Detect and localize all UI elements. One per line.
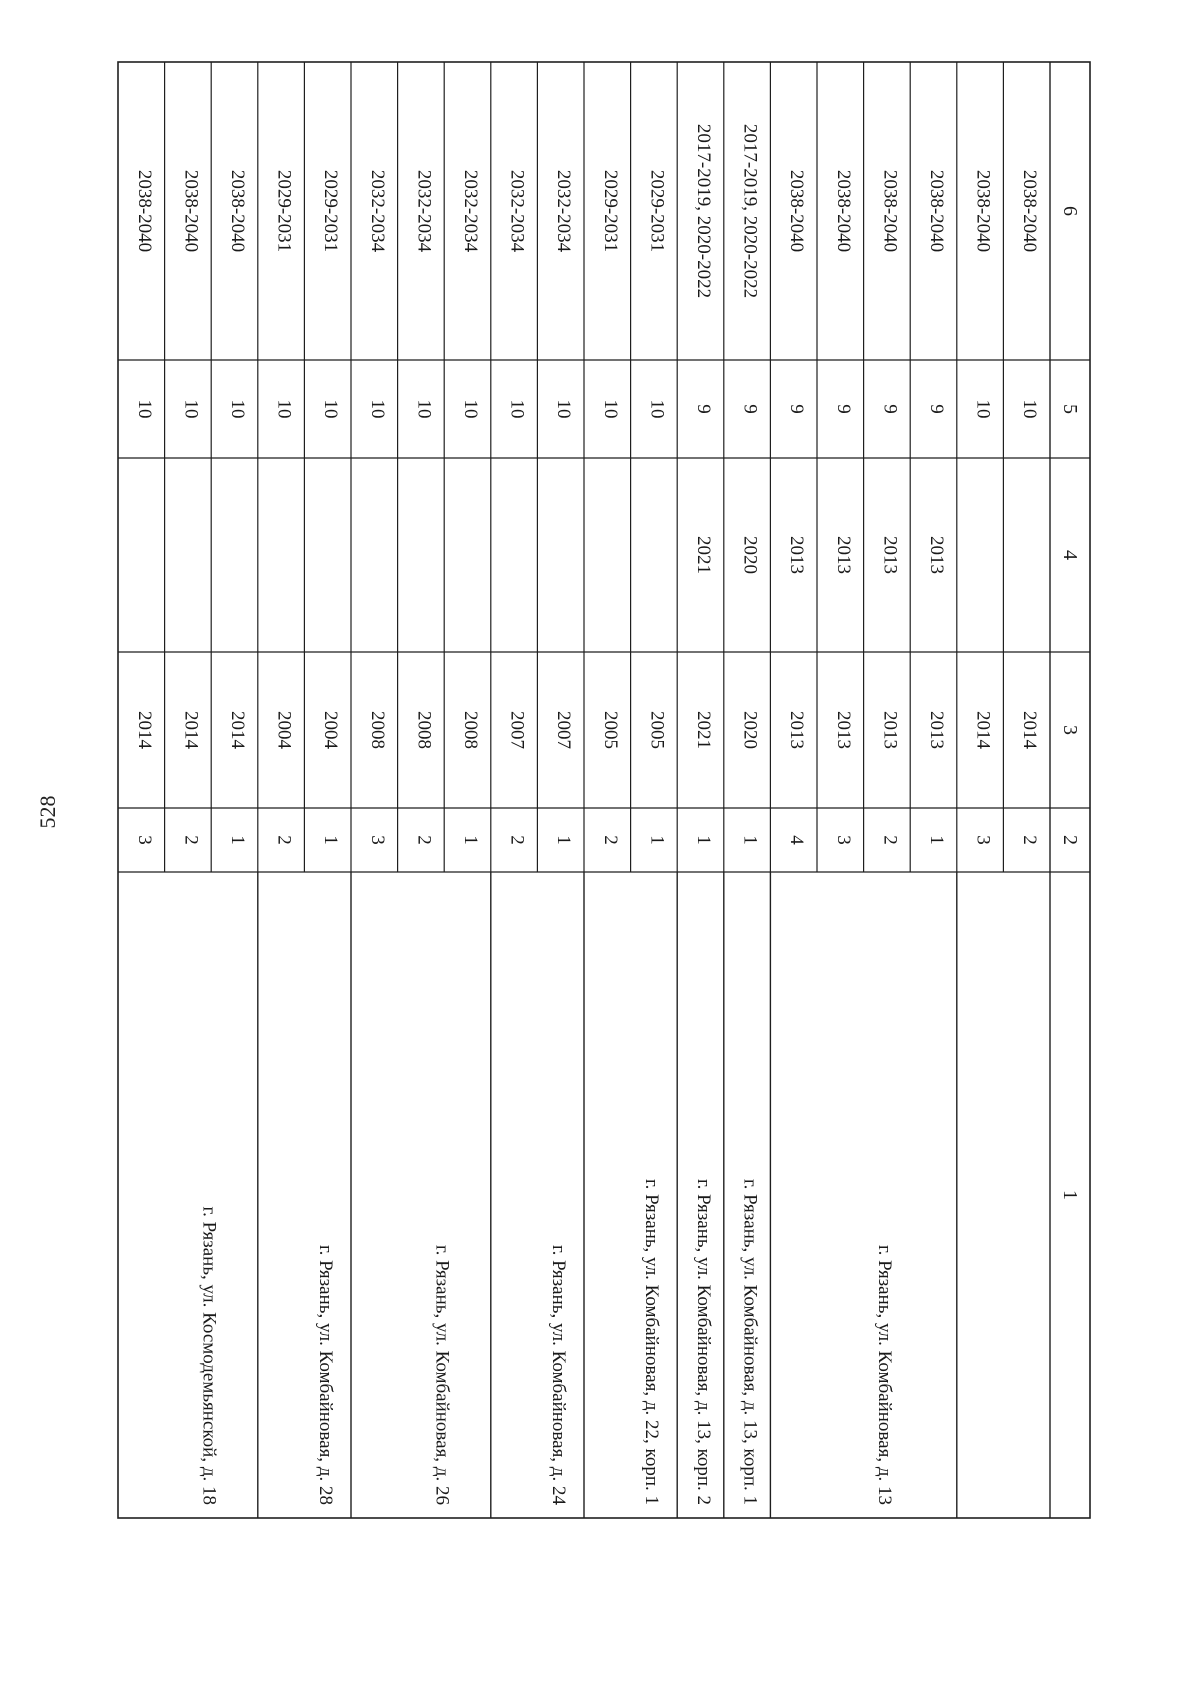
cell-col6: 2038-2040 xyxy=(832,169,854,253)
cell-col6: 2038-2040 xyxy=(972,169,994,253)
header-cell-5: 5 xyxy=(1059,404,1081,414)
cell-col2: 1 xyxy=(693,835,714,845)
cell-col3: 2014 xyxy=(227,711,248,749)
cell-col6: 2029-2031 xyxy=(273,169,295,253)
cell-col5: 9 xyxy=(786,404,808,414)
cell-col4: 2013 xyxy=(832,536,854,574)
address-label: г. Рязань, ул. Комбайновая, д. 24 xyxy=(547,1244,569,1505)
address-label: г. Рязань, ул. Комбайновая, д. 13, корп. 1 xyxy=(739,1179,761,1505)
cell-col2: 1 xyxy=(460,835,481,845)
address-label: г. Рязань, ул. Комбайновая, д. 28 xyxy=(314,1244,336,1505)
cell-col2: 1 xyxy=(926,835,947,845)
cell-col3: 2008 xyxy=(366,711,388,749)
cell-col2: 2 xyxy=(599,835,621,845)
cell-col5: 10 xyxy=(366,399,388,419)
page-number: 528 xyxy=(35,795,60,829)
cell-col2: 2 xyxy=(1019,835,1041,845)
cell-col6: 2038-2040 xyxy=(879,169,901,253)
cell-col5: 9 xyxy=(832,404,854,414)
cell-col2: 1 xyxy=(320,835,342,845)
cell-col2: 3 xyxy=(133,835,155,845)
address-label: г. Рязань, ул. Космодемьянской, д. 18 xyxy=(198,1206,220,1505)
cell-col3: 2013 xyxy=(832,711,854,749)
cell-col2: 1 xyxy=(739,835,761,845)
address-label: г. Рязань, ул. Комбайновая, д. 13 xyxy=(874,1244,896,1505)
cell-col3: 2007 xyxy=(506,711,528,749)
cell-col3: 2013 xyxy=(926,711,947,749)
cell-col4: 2021 xyxy=(693,536,714,574)
cell-col6: 2032-2034 xyxy=(553,169,575,253)
cell-col2: 2 xyxy=(506,835,528,845)
cell-col5: 10 xyxy=(506,399,528,419)
cell-col3: 2020 xyxy=(739,711,761,749)
cell-col3: 2004 xyxy=(320,711,342,749)
cell-col3: 2008 xyxy=(413,711,435,749)
cell-col2: 2 xyxy=(273,835,295,845)
address-label: г. Рязань, ул. Комбайновая, д. 22, корп. 1 xyxy=(641,1179,663,1505)
cell-col5: 9 xyxy=(739,404,761,414)
cell-col4: 2013 xyxy=(879,536,901,574)
cell-col4: 2013 xyxy=(926,536,947,574)
cell-col2: 1 xyxy=(646,835,668,845)
cell-col5: 10 xyxy=(320,399,342,419)
cell-col5: 10 xyxy=(646,399,668,419)
cell-col6: 2029-2031 xyxy=(599,169,621,253)
cell-col3: 2013 xyxy=(786,711,808,749)
cell-col6: 2038-2040 xyxy=(786,169,808,253)
cell-col6: 2017-2019, 2020-2022 xyxy=(693,123,714,299)
cell-col2: 2 xyxy=(879,835,901,845)
cell-col6: 2038-2040 xyxy=(133,169,155,253)
cell-col5: 10 xyxy=(972,399,994,419)
cell-col3: 2005 xyxy=(599,711,621,749)
cell-col2: 1 xyxy=(227,835,248,845)
address-label: г. Рязань, ул. Комбайновая, д. 13, корп. 2 xyxy=(693,1179,714,1505)
cell-col5: 9 xyxy=(926,404,947,414)
header-cell-1: 1 xyxy=(1059,1190,1081,1200)
cell-col3: 2014 xyxy=(133,711,155,749)
cell-col3: 2005 xyxy=(646,711,668,749)
address-label: г. Рязань, ул. Комбайновая, д. 26 xyxy=(431,1244,453,1505)
cell-col2: 1 xyxy=(553,835,575,845)
cell-col6: 2032-2034 xyxy=(413,169,435,253)
cell-col6: 2038-2040 xyxy=(180,169,202,253)
cell-col5: 9 xyxy=(879,404,901,414)
cell-col4: 2013 xyxy=(786,536,808,574)
cell-col6: 2029-2031 xyxy=(320,169,342,253)
table-border xyxy=(118,62,1090,1518)
cell-col5: 10 xyxy=(553,399,575,419)
cell-col3: 2021 xyxy=(693,711,714,749)
header-cell-6: 6 xyxy=(1059,206,1081,216)
cell-col3: 2014 xyxy=(1019,711,1041,749)
cell-col3: 2014 xyxy=(180,711,202,749)
cell-col6: 2038-2040 xyxy=(227,169,248,253)
cell-col3: 2004 xyxy=(273,711,295,749)
cell-col3: 2007 xyxy=(553,711,575,749)
cell-col6: 2032-2034 xyxy=(506,169,528,253)
cell-col5: 10 xyxy=(460,399,481,419)
header-cell-3: 3 xyxy=(1059,725,1081,735)
cell-col5: 10 xyxy=(599,399,621,419)
cell-col6: 2017-2019, 2020-2022 xyxy=(739,123,761,299)
cell-col5: 10 xyxy=(227,399,248,419)
cell-col5: 10 xyxy=(1019,399,1041,419)
cell-col6: 2029-2031 xyxy=(646,169,668,253)
header-cell-4: 4 xyxy=(1059,550,1081,560)
cell-col3: 2013 xyxy=(879,711,901,749)
cell-col5: 10 xyxy=(180,399,202,419)
cell-col6: 2038-2040 xyxy=(926,169,947,253)
cell-col2: 3 xyxy=(366,835,388,845)
cell-col5: 9 xyxy=(693,404,714,414)
cell-col2: 4 xyxy=(786,835,808,845)
cell-col6: 2038-2040 xyxy=(1019,169,1041,253)
cell-col5: 10 xyxy=(273,399,295,419)
cell-col2: 3 xyxy=(832,835,854,845)
cell-col3: 2014 xyxy=(972,711,994,749)
header-cell-2: 2 xyxy=(1059,835,1081,845)
cell-col2: 3 xyxy=(972,835,994,845)
cell-col4: 2020 xyxy=(739,536,761,574)
cell-col3: 2008 xyxy=(460,711,481,749)
cell-col5: 10 xyxy=(133,399,155,419)
cell-col2: 2 xyxy=(180,835,202,845)
cell-col2: 2 xyxy=(413,835,435,845)
cell-col6: 2032-2034 xyxy=(460,169,481,253)
cell-col6: 2032-2034 xyxy=(366,169,388,253)
cell-col5: 10 xyxy=(413,399,435,419)
